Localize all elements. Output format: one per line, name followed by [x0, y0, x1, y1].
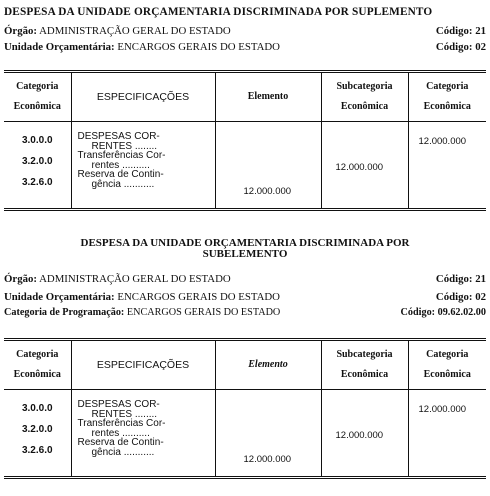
block2-title-line2: SUBELEMENTO: [202, 248, 288, 260]
header-categoria-economica: Categoria Econômica: [408, 72, 486, 122]
header-categoria-economica: Categoria Econômica: [408, 340, 486, 390]
orgao-value: ADMINISTRAÇÃO GERAL DO ESTADO: [39, 273, 231, 285]
block2-title: [0, 238, 490, 260]
programacao-label: Categoria de Programação:: [4, 307, 125, 318]
subcategoria-value: 12.000.000: [335, 162, 384, 173]
list-item: Reserva de Contin-: [77, 169, 164, 180]
orgao-value: ADMINISTRAÇÃO GERAL DO ESTADO: [39, 25, 231, 37]
codes-cell: [4, 122, 71, 210]
code-item: 3.0.0.0: [21, 403, 53, 414]
categoria-value: 12.000.000: [418, 136, 467, 147]
orgao-code: Código: 21: [435, 273, 486, 285]
block2-unidade-line: [4, 291, 486, 303]
unidade-label: Unidade Orçamentária:: [4, 291, 115, 303]
header-especificacoes: ESPECIFICAÇÕES: [71, 340, 215, 390]
block2-orgao-line: [4, 273, 486, 285]
list-item: RENTES ........: [91, 408, 158, 420]
header-categoria: Categoria Econômica: [4, 340, 71, 390]
table-row: [4, 122, 486, 210]
elemento-cell: [215, 122, 321, 210]
categoria-cell: [408, 390, 486, 478]
codes-cell: [4, 390, 71, 478]
subcategoria-cell: [321, 122, 408, 210]
block2-title-line1: DESPESA DA UNIDADE ORÇAMENTARIA DISCRIMINADA POR: [80, 237, 410, 249]
programacao-code: Código: 09.62.02.00: [400, 307, 486, 318]
programacao-value: ENCARGOS GERAIS DO ESTADO: [126, 307, 281, 318]
block1-table: [4, 70, 486, 211]
block2-programacao-line: [4, 307, 486, 318]
list-item: Reserva de Contin-: [77, 437, 164, 448]
header-subcategoria: Subcategoria Econômica: [321, 72, 408, 122]
items-cell: [71, 122, 215, 210]
unidade-value: ENCARGOS GERAIS DO ESTADO: [117, 291, 280, 303]
code-item: 3.2.0.0: [21, 156, 53, 167]
unidade-code: Código: 02: [435, 291, 486, 303]
header-subcategoria: Subcategoria Econômica: [321, 340, 408, 390]
unidade-value: ENCARGOS GERAIS DO ESTADO: [117, 41, 280, 53]
list-item: DESPESAS COR-: [77, 131, 160, 142]
block2-table: [4, 338, 486, 479]
header-elemento: Elemento: [215, 72, 321, 122]
elemento-value: 12.000.000: [243, 186, 292, 197]
header-especificacoes: ESPECIFICAÇÕES: [71, 72, 215, 122]
elemento-cell: [215, 390, 321, 478]
list-item: DESPESAS COR-: [77, 399, 160, 410]
list-item: gência ...........: [91, 178, 155, 190]
orgao-code: Código: 21: [435, 25, 486, 37]
header-elemento: Elemento: [215, 340, 321, 390]
list-item: rentes ..........: [91, 427, 150, 439]
code-item: 3.2.6.0: [21, 177, 53, 188]
orgao-label: Órgão:: [4, 25, 37, 37]
items-cell: [71, 390, 215, 478]
orgao-label: Órgão:: [4, 273, 37, 285]
list-item: Transferências Cor-: [77, 418, 166, 429]
unidade-label: Unidade Orçamentária:: [4, 41, 115, 53]
categoria-value: 12.000.000: [418, 404, 467, 415]
list-item: RENTES ........: [91, 140, 158, 152]
table-header-row: [4, 340, 486, 390]
block1-title: DESPESA DA UNIDADE ORÇAMENTARIA DISCRIMINADA POR SUPLEMENTO: [4, 6, 433, 18]
block1-orgao-line: [4, 25, 486, 37]
categoria-cell: [408, 122, 486, 210]
list-item: gência ...........: [91, 446, 155, 458]
code-item: 3.0.0.0: [21, 135, 53, 146]
elemento-value: 12.000.000: [243, 454, 292, 465]
code-item: 3.2.6.0: [21, 445, 53, 456]
header-categoria: Categoria Econômica: [4, 72, 71, 122]
unidade-code: Código: 02: [435, 41, 486, 53]
block1-unidade-line: [4, 41, 486, 53]
code-item: 3.2.0.0: [21, 424, 53, 435]
subcategoria-value: 12.000.000: [335, 430, 384, 441]
table-row: [4, 390, 486, 478]
list-item: rentes ..........: [91, 159, 150, 171]
subcategoria-cell: [321, 390, 408, 478]
list-item: Transferências Cor-: [77, 150, 166, 161]
table-header-row: [4, 72, 486, 122]
